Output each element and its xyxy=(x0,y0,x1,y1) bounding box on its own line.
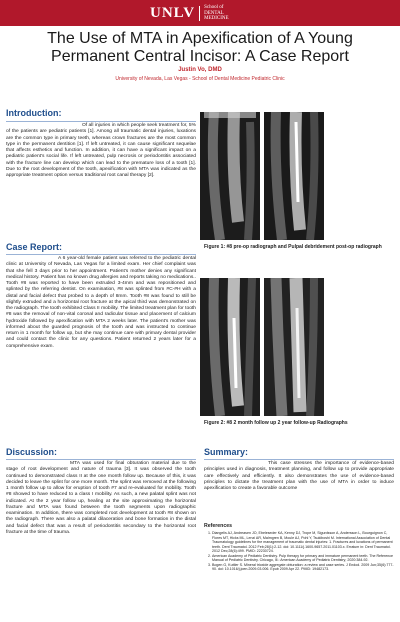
logo-text: UNLV xyxy=(150,5,196,21)
references-list xyxy=(204,531,394,572)
school-line-3: MEDICINE xyxy=(204,16,229,22)
discussion-rule xyxy=(6,459,196,460)
case-report-text: A 6 year-old female patient was referred to the pediatric dental clinic at University of Nevada, Las Vegas for a limited exam. Her chief complaint was that she fell 3 days prior to her appointment. Patient's mother denies any significant medical history. Patient has no known drug allergies and reports taking no medications.. Tooth #8 was reported to have been extruded 3-4mm and was repositioned and splinted by the referring dentist. On examination, #8 was splinted from #C-#H with a distal and facial defect that probed to a depth of 8mm. Tooth #8 was found to still be slightly extruded and a horizontal root fracture at the apical third was demonstrated on the radiograph. The tooth exhibited Class II mobility. The limited treatment plan for tooth #8 was the removal of non-vital coronal and radicular tissue and placement of calcium hydroxide followed by apexification with MTA 2 weeks later. The patient's mother was informed about the guarded prognosis of the tooth and was instructed to continue return in 1 month for follow up, but she may continue care with primary dental provider and could contact the clinic for any questions. Patient returned 2 years later for a comprehensive exam. xyxy=(6,256,196,349)
reference-item: 3. Bogen G, Kuttler S. Mineral trioxide aggregate obturation: a review and case series. J Endod. 2009 Jun;35(6):777-90. doi: 10.1016/j.joen.2009.03.006. Epub 2009 Apr 22. PMID: 19482173. xyxy=(212,563,394,572)
poster-title: The Use of MTA in Apexification of A Young Permanent Central Incisor: A Case Report xyxy=(47,30,353,65)
two-month-radiograph xyxy=(200,278,260,416)
two-year-radiograph xyxy=(264,278,324,416)
introduction-rule xyxy=(6,121,196,122)
affiliation: University of Nevada, Las Vegas - School of Dental Medicine Pediatric Clinic xyxy=(115,76,285,82)
author: Justin Vo, DMD xyxy=(178,67,222,73)
school-line-2: DENTAL xyxy=(204,10,224,16)
introduction-heading: Introduction: xyxy=(6,108,62,118)
introduction-text: Of all injuries in which people seek treatment for, 5% of the patients are pediatric patients [1]. Among all traumatic dental injuries, luxations are the common type in primary teeth, whereas crown fractures are the most common type in the permanent dentition [1]. If left untreated, it can cause significant sequelae that affects esthetics and function. In addition, it can have a significant impact on a pediatric patient's social life. If left untreated, pulp necrosis or periodontitis associated with the fracture line can develop which can lead to the premature loss of a tooth [1]. Due to the root development of the tooth, apexification with MTA was indicated as the appropriate treatment option versus traditional root canal therapy [2]. xyxy=(6,123,196,178)
figure-2-images xyxy=(200,278,324,416)
figure-2-caption: Figure 2: #8 2 month follow up 2 year follow-up Radiographs xyxy=(204,420,348,426)
case-report-rule xyxy=(6,254,196,255)
summary-rule xyxy=(204,459,394,460)
summary-text: This case stresses the importance of evidence-based principles used in diagnosis, treatment planning, and follow up to provide appropriate care effectively and efficiently. It also demonstrates the use of evidence-based principles to dictate the treatment plan with the use of MTA in order to induce apexification to create a favorable outcome xyxy=(204,461,394,491)
school-name xyxy=(204,5,228,22)
figure-1-caption: Figure 1: #8 pre-op radiograph and Pulpal debridement post-op radiograph xyxy=(204,244,382,250)
discussion-text: MTA was used for final obturation material due to the stage of root development and nature of trauma [3]. It was observed the tooth continued to demonstrated class II at the one month follow up. Because of this, it was decided to leave the splint for one more month. The splint was removed at the following 1 month follow up to allow for eruption of tooth #7 and re-evaluated for mobility. Tooth #8 showed to have reduced to a class I mobility. As such, a new palatal splint was not indicated. At the 2 year follow up, healing at the site approximating the horizontal fracture and MTA was found between the tooth segments upon radiographic examination. In addition, there was completed root development at tooth #8 shown on the radiograph. There was also a palatal dilaceration and bone formation in the distal and facial defect that was a result of periodontitis secondary to the horizontal root fracture at the time of trauma. xyxy=(6,461,196,535)
unlv-logo xyxy=(150,5,229,22)
school-line-1: School of xyxy=(204,5,224,11)
references-heading: References xyxy=(204,523,232,529)
discussion-heading: Discussion: xyxy=(6,447,58,457)
reference-item: 1. Diangelis AJ, Andreasen JO, Ebeleseder KA, Kenny DJ, Trope M, Sigurdsson A, Andersson L, Bourguignon C, Flores MT, Hicks ML, Lenzi AR, Malmgren B, Moule AJ, Pohl Y, Tsukiboshi M. International Association of Dental Traumatology guidelines for the management of traumatic dental injuries: 1. Fractures and luxations of permanent teeth. Dent Traumatol. 2012 Feb;28(1):2-12. doi: 10.1111/j.1600-9657.2011.01103.x. Erratum in: Dent Traumatol. 2012 Dec;28(6):499. PMID: 22230724. xyxy=(212,531,394,554)
reference-item: 2. American Academy of Pediatric Dentistry. Pulp therapy for primary and immature permanent teeth. The Reference Manual of Pediatric Dentistry. Chicago, Ill.: American Academy of Pediatric Dentistry; 2020:384-92. xyxy=(212,554,394,563)
figure-1-images xyxy=(200,112,324,240)
case-report-heading: Case Report: xyxy=(6,242,63,252)
summary-heading: Summary: xyxy=(204,447,249,457)
preop-radiograph xyxy=(200,112,260,240)
debridement-radiograph xyxy=(264,112,324,240)
logo-divider xyxy=(199,6,200,21)
